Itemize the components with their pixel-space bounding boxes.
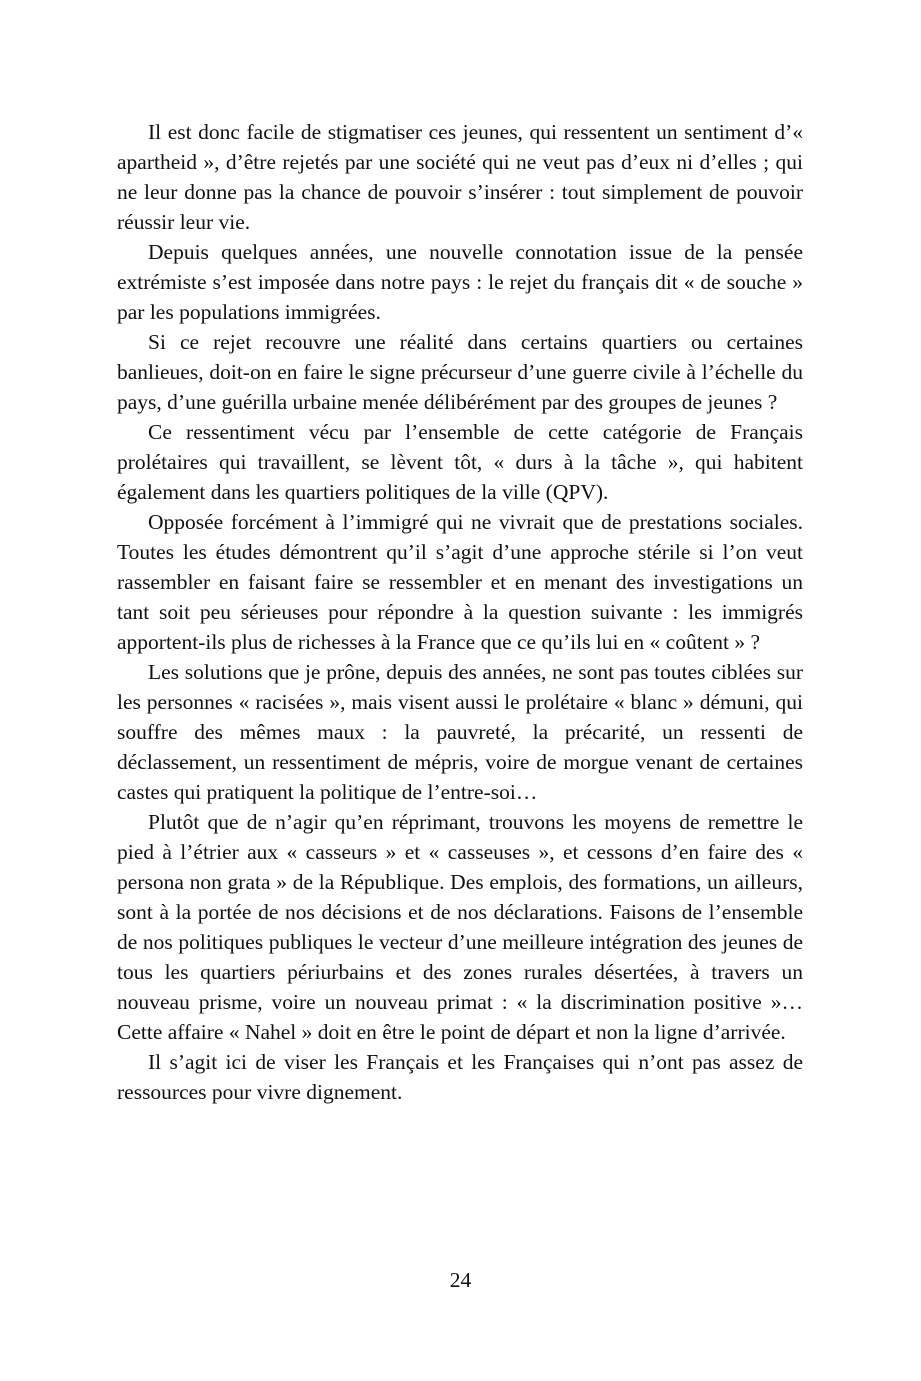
body-text bbox=[117, 117, 803, 1107]
paragraph-1: Il est donc facile de stigmatiser ces jeunes, qui ressentent un sentiment d’« apartheid », d’être rejetés par une société qui ne veut pas d’eux ni d’elles ; qui ne leur donne pas la chance de pouvoir s’insérer : tout simplement de pouvoir réussir leur vie. bbox=[117, 120, 803, 234]
paragraph-7: Plutôt que de n’agir qu’en réprimant, trouvons les moyens de remettre le pied à l’étrier aux « casseurs » et « casseuses », et cessons d’en faire des « persona non grata » de la République. Des emplois, des formations, un ailleurs, sont à la portée de nos décisions et de nos déclarations. Faisons de l’ensemble de nos politiques publiques le vecteur d’une meilleure intégration des jeunes de tous les quartiers périurbains et des zones rurales désertées, à travers un nouveau prisme, voire un nouveau primat : « la discrimination positive »… Cette affaire « Nahel » doit en être le point de départ et non la ligne d’arrivée. bbox=[117, 810, 803, 1044]
paragraph-6: Les solutions que je prône, depuis des années, ne sont pas toutes ciblées sur les personnes « racisées », mais visent aussi le prolétaire « blanc » démuni, qui souffre des mêmes maux : la pauvreté, la précarité, un ressenti de déclassement, un ressentiment de mépris, voire de morgue venant de certaines castes qui pratiquent la politique de l’entre-soi… bbox=[117, 660, 803, 804]
page-number: 24 bbox=[449, 1268, 472, 1292]
paragraph-4: Ce ressentiment vécu par l’ensemble de cette catégorie de Français prolétaires qui travaillent, se lèvent tôt, « durs à la tâche », qui habitent également dans les quartiers politiques de la ville (QPV). bbox=[117, 420, 803, 504]
paragraph-3: Si ce rejet recouvre une réalité dans certains quartiers ou certaines banlieues, doit-on en faire le signe précurseur d’une guerre civile à l’échelle du pays, d’une guérilla urbaine menée délibérément par des groupes de jeunes ? bbox=[117, 330, 803, 414]
paragraph-5: Opposée forcément à l’immigré qui ne vivrait que de prestations sociales. Toutes les études démontrent qu’il s’agit d’une approche stérile si l’on veut rassembler en faisant faire se ressembler et en menant des investigations un tant soit peu sérieuses pour répondre à la question suivante : les immigrés apportent-ils plus de richesses à la France que ce qu’ils lui en « coûtent » ? bbox=[117, 510, 803, 654]
paragraph-2: Depuis quelques années, une nouvelle connotation issue de la pensée extrémiste s’est imposée dans notre pays : le rejet du français dit « de souche » par les populations immigrées. bbox=[117, 240, 803, 324]
paragraph-8: Il s’agit ici de viser les Français et les Françaises qui n’ont pas assez de ressources pour vivre dignement. bbox=[117, 1050, 803, 1104]
